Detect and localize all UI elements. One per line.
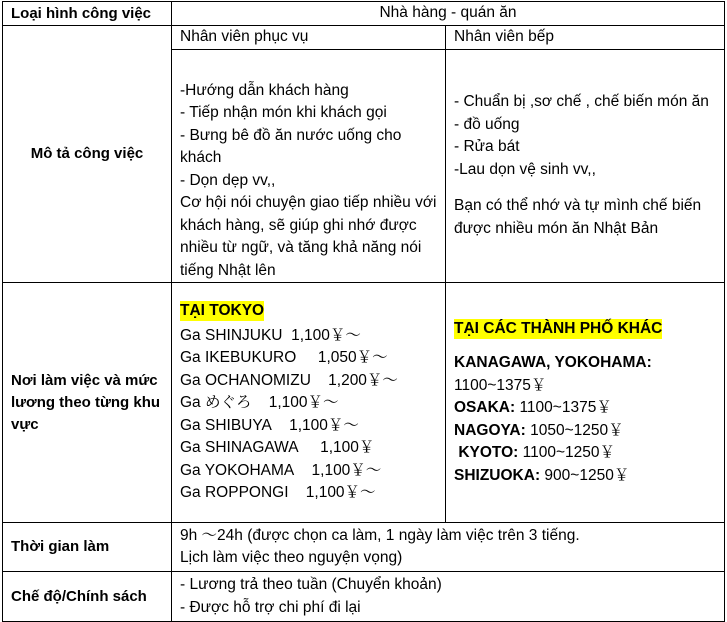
tokyo-station: Ga YOKOHAMA 1,100￥～ <box>180 461 382 479</box>
other-city: SHIZUOKA: 900~1250￥ <box>454 466 630 484</box>
other-city: KYOTO: 1100~1250￥ <box>458 444 615 462</box>
other-locations <box>446 283 725 523</box>
job-type-label: Loại hình công việc <box>3 2 172 26</box>
work-time-line: Lịch làm việc theo nguyện vọng) <box>180 549 403 566</box>
policy-value <box>172 572 725 622</box>
tokyo-station: Ga IKEBUKURO 1,050￥～ <box>180 349 388 367</box>
service-line: - Dọn dẹp vv,, <box>180 171 276 189</box>
tokyo-station: Ga めぐろ 1,100￥～ <box>180 394 339 412</box>
kitchen-spacer <box>454 181 716 195</box>
other-heading: TẠI CÁC THÀNH PHỐ KHÁC <box>454 319 663 337</box>
row-columns <box>3 26 725 50</box>
service-line: Cơ hội nói chuyện giao tiếp nhiều với khách hàng, sẽ giúp ghi nhớ được nhiều từ ngữ, và tăng khả năng nói tiếng Nhật lên <box>180 194 437 279</box>
locations-label: Nơi làm việc và mức lương theo từng khu vực <box>3 283 172 523</box>
work-time-value <box>172 523 725 572</box>
row-locations <box>3 283 725 523</box>
other-city-wage: 1100~1375￥ <box>454 376 547 394</box>
tokyo-station: Ga SHINJUKU 1,100￥～ <box>180 326 361 344</box>
service-line: -Hướng dẫn khách hàng <box>180 81 349 99</box>
description-label: Mô tả công việc <box>3 26 172 283</box>
row-policy <box>3 572 725 622</box>
service-line: - Tiếp nhận món khi khách gọi <box>180 104 387 121</box>
policy-label: Chế độ/Chính sách <box>3 572 172 622</box>
column-service-header: Nhân viên phục vụ <box>172 26 446 50</box>
other-city: OSAKA: 1100~1375￥ <box>454 399 612 417</box>
row-job-type <box>3 2 725 26</box>
policy-line: - Được hỗ trợ chi phí đi lại <box>180 598 361 616</box>
tokyo-station: Ga ROPPONGI 1,100￥～ <box>180 484 376 502</box>
column-kitchen-header: Nhân viên bếp <box>446 26 725 50</box>
kitchen-line: -Lau dọn vệ sinh vv,, <box>454 160 596 178</box>
kitchen-line: - Chuẩn bị ,sơ chế , chế biến món ăn <box>454 93 709 111</box>
tokyo-station: Ga SHINAGAWA 1,100￥ <box>180 439 375 457</box>
work-time-line: 9h ～24h (được chọn ca làm, 1 ngày làm việc trên 3 tiếng. <box>180 526 580 544</box>
kitchen-description <box>446 49 725 283</box>
kitchen-line: Bạn có thể nhớ và tự mình chế biến được nhiều món ăn Nhật Bản <box>454 197 702 237</box>
service-description <box>172 49 446 283</box>
other-city-name: KANAGAWA, YOKOHAMA: <box>454 354 652 372</box>
job-info-table <box>2 1 725 622</box>
tokyo-locations <box>172 283 446 523</box>
tokyo-station: Ga OCHANOMIZU 1,200￥～ <box>180 371 398 389</box>
job-type-value: Nhà hàng - quán ăn <box>172 2 725 26</box>
tokyo-station: Ga SHIBUYA 1,100￥～ <box>180 416 359 434</box>
row-work-time <box>3 523 725 572</box>
kitchen-line: - Rửa bát <box>454 138 520 156</box>
tokyo-heading: TẠI TOKYO <box>180 302 265 320</box>
policy-line: - Lương trả theo tuần (Chuyển khoản) <box>180 576 442 593</box>
kitchen-line: - đồ uống <box>454 115 520 133</box>
other-city: NAGOYA: 1050~1250￥ <box>454 421 624 439</box>
work-time-label: Thời gian làm <box>3 523 172 572</box>
service-line: - Bưng bê đồ ăn nước uống cho khách <box>180 126 402 166</box>
